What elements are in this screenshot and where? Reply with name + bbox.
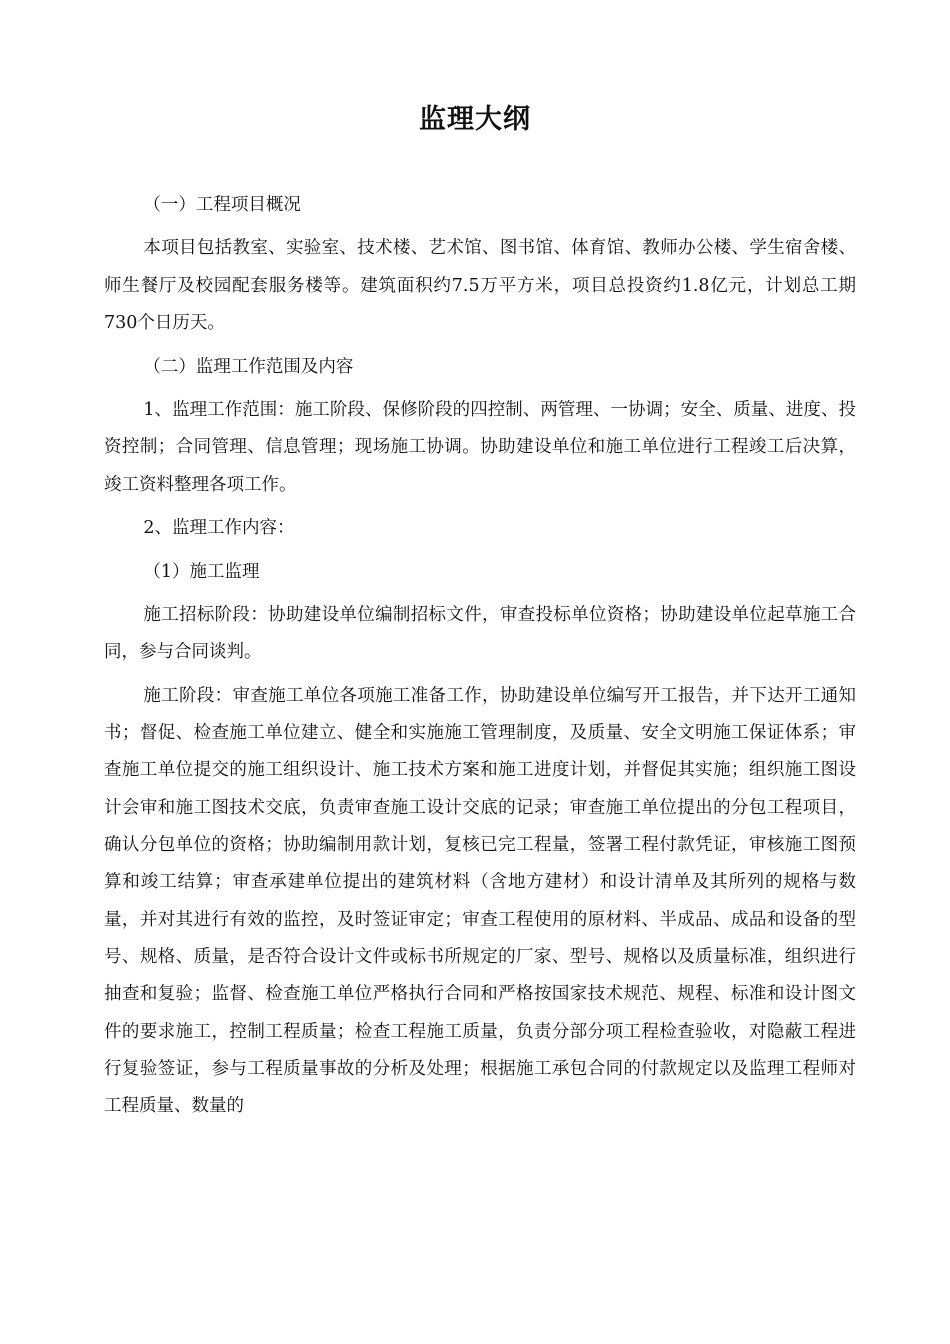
paragraph-project-overview: 本项目包括教室、实验室、技术楼、艺术馆、图书馆、体育馆、教师办公楼、学生宿舍楼、师生餐厅及校园配套服务楼等。建筑面积约7.5万平方米，项目总投资约1.8亿元，计划总工期730个日历天。 [104,238,856,334]
subheading-construction-supervision: （1）施工监理 [143,561,260,582]
subheading-work-content: 2、监理工作内容： [143,518,295,539]
paragraph-bidding-stage: 施工招标阶段：协助建设单位编制招标文件，审查投标单位资格；协助建设单位起草施工合同，参与合同谈判。 [104,605,856,663]
section-heading-overview: （一）工程项目概况 [143,195,301,215]
document-body [104,187,856,1132]
paragraph-scope: 1、监理工作范围：施工阶段、保修阶段的四控制、两管理、一协调；安全、质量、进度、投资控制；合同管理、信息管理；现场施工协调。协助建设单位和施工单位进行工程竣工后决算，竣工资料整理各项工作。 [104,400,856,495]
document-title: 监理大纲 [419,104,531,135]
section-heading-scope: （二）监理工作范围及内容 [143,356,354,377]
paragraph-construction-stage: 施工阶段：审查施工单位各项施工准备工作，协助建设单位编写开工报告，并下达开工通知书；督促、检查施工单位建立、健全和实施施工管理制度，及质量、安全文明施工保证体系；审查施工单位提交的施工组织设计、施工技术方案和施工进度计划，并督促其实施；组织施工图设计会审和施工图技术交底，负责审查施工设计交底的记录；审查施工单位提出的分包工程项目，确认分包单位的资格；协助编制用款计划，复核已完工程量，签署工程付款凭证，审核施工图预算和竣工结算；审查承建单位提出的建筑材料（含地方建材）和设计清单及其所列的规格与数量，并对其进行有效的监控，及时签证审定；审查工程使用的原材料、半成品、成品和设备的型号、规格、质量，是否符合设计文件或标书所规定的厂家、型号、规格以及质量标准，组织进行抽查和复验；监督、检查施工单位严格执行合同和严格按国家技术规范、规程、标准和设计图文件的要求施工，控制工程质量；检查工程施工质量，负责分部分项工程检查验收，对隐蔽工程进行复验签证，参与工程质量事故的分析及处理；根据施工承包合同的付款规定以及监理工程师对工程质量、数量的 [104,685,856,1117]
